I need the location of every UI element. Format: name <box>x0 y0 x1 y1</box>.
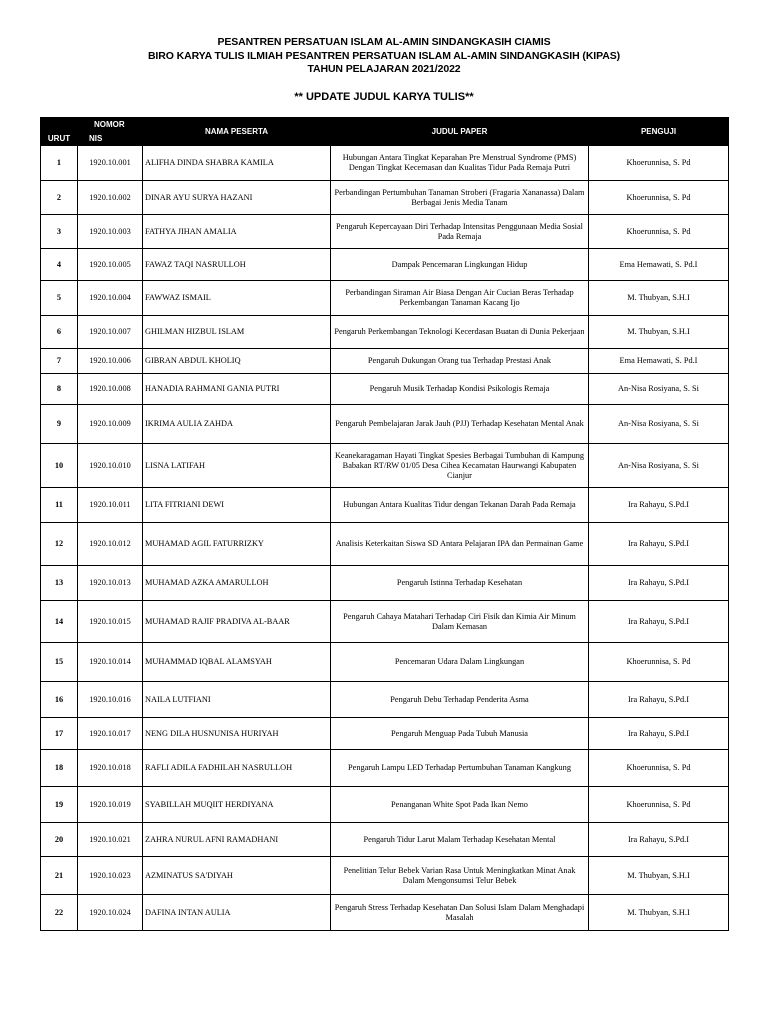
document-subtitle: ** UPDATE JUDUL KARYA TULIS** <box>294 91 474 103</box>
cell-judul-paper: Pengaruh Debu Terhadap Penderita Asma <box>331 682 589 718</box>
table-body <box>41 146 729 931</box>
cell-nis: 1920.10.017 <box>78 718 143 750</box>
table-row <box>41 374 729 405</box>
cell-penguji: M. Thubyan, S.H.I <box>589 857 729 895</box>
cell-penguji: An-Nisa Rosiyana, S. Si <box>589 405 729 444</box>
cell-nama-peserta: ZAHRA NURUL AFNI RAMADHANI <box>143 823 331 857</box>
cell-judul-paper: Pengaruh Stress Terhadap Kesehatan Dan Solusi Islam Dalam Menghadapi Masalah <box>331 895 589 931</box>
cell-urut: 17 <box>41 718 78 750</box>
cell-nama-peserta: NENG DILA HUSNUNISA HURIYAH <box>143 718 331 750</box>
cell-nama-peserta: DINAR AYU SURYA HAZANI <box>143 181 331 215</box>
cell-urut: 3 <box>41 215 78 249</box>
cell-nama-peserta: MUHAMAD AZKA AMARULLOH <box>143 566 331 601</box>
cell-urut: 2 <box>41 181 78 215</box>
table-row <box>41 146 729 181</box>
cell-judul-paper: Penanganan White Spot Pada Ikan Nemo <box>331 787 589 823</box>
table-row <box>41 895 729 931</box>
cell-nis: 1920.10.006 <box>78 349 143 374</box>
cell-nis: 1920.10.007 <box>78 316 143 349</box>
cell-nama-peserta: GHILMAN HIZBUL ISLAM <box>143 316 331 349</box>
table-row <box>41 249 729 281</box>
cell-nama-peserta: AZMINATUS SA'DIYAH <box>143 857 331 895</box>
cell-penguji: Ema Hemawati, S. Pd.I <box>589 249 729 281</box>
cell-judul-paper: Perbandingan Siraman Air Biasa Dengan Air Cucian Beras Terhadap Perkembangan Tanaman Kacang Ijo <box>331 281 589 316</box>
cell-nama-peserta: GIBRAN ABDUL KHOLIQ <box>143 349 331 374</box>
cell-nama-peserta: LITA FITRIANI DEWI <box>143 488 331 523</box>
cell-judul-paper: Pengaruh Dukungan Orang tua Terhadap Prestasi Anak <box>331 349 589 374</box>
cell-penguji: Khoerunnisa, S. Pd <box>589 181 729 215</box>
cell-penguji: Ema Hemawati, S. Pd.I <box>589 349 729 374</box>
cell-penguji: M. Thubyan, S.H.I <box>589 281 729 316</box>
cell-judul-paper: Penelitian Telur Bebek Varian Rasa Untuk Meningkatkan Minat Anak Dalam Mengonsumsi Telur Bebek <box>331 857 589 895</box>
cell-nis: 1920.10.021 <box>78 823 143 857</box>
cell-judul-paper: Pengaruh Cahaya Matahari Terhadap Ciri Fisik dan Kimia Air Minum Dalam Kemasan <box>331 601 589 643</box>
table-row <box>41 787 729 823</box>
cell-nis: 1920.10.012 <box>78 523 143 566</box>
table-row <box>41 601 729 643</box>
cell-urut: 11 <box>41 488 78 523</box>
cell-judul-paper: Dampak Pencemaran Lingkungan Hidup <box>331 249 589 281</box>
cell-urut: 12 <box>41 523 78 566</box>
cell-urut: 19 <box>41 787 78 823</box>
cell-urut: 6 <box>41 316 78 349</box>
cell-penguji: Ira Rahayu, S.Pd.I <box>589 523 729 566</box>
table-row <box>41 215 729 249</box>
table-row <box>41 823 729 857</box>
table-row <box>41 181 729 215</box>
header-line-institution: PESANTREN PERSATUAN ISLAM AL-AMIN SINDANGKASIH CIAMIS <box>217 36 551 48</box>
cell-penguji: Ira Rahayu, S.Pd.I <box>589 488 729 523</box>
cell-urut: 5 <box>41 281 78 316</box>
cell-penguji: An-Nisa Rosiyana, S. Si <box>589 444 729 488</box>
participants-table <box>40 117 729 931</box>
table-row <box>41 523 729 566</box>
table-row <box>41 566 729 601</box>
cell-nama-peserta: FATHYA JIHAN AMALIA <box>143 215 331 249</box>
cell-penguji: Khoerunnisa, S. Pd <box>589 643 729 682</box>
cell-nis: 1920.10.003 <box>78 215 143 249</box>
cell-penguji: Khoerunnisa, S. Pd <box>589 215 729 249</box>
table-row <box>41 444 729 488</box>
cell-nama-peserta: FAWAZ TAQI NASRULLOH <box>143 249 331 281</box>
cell-nama-peserta: MUHAMAD RAJIF PRADIVA AL-BAAR <box>143 601 331 643</box>
cell-nama-peserta: FAWWAZ ISMAIL <box>143 281 331 316</box>
column-header-urut: URUT <box>41 118 78 146</box>
cell-urut: 21 <box>41 857 78 895</box>
cell-urut: 18 <box>41 750 78 787</box>
cell-judul-paper: Hubungan Antara Kualitas Tidur dengan Tekanan Darah Pada Remaja <box>331 488 589 523</box>
cell-nis: 1920.10.001 <box>78 146 143 181</box>
column-header-penguji: PENGUJI <box>589 118 729 146</box>
cell-nama-peserta: IKRIMA AULIA ZAHDA <box>143 405 331 444</box>
cell-urut: 9 <box>41 405 78 444</box>
column-header-judul: JUDUL PAPER <box>331 118 589 146</box>
cell-judul-paper: Pengaruh Istinna Terhadap Kesehatan <box>331 566 589 601</box>
cell-nama-peserta: SYABILLAH MUQIIT HERDIYANA <box>143 787 331 823</box>
table-row <box>41 857 729 895</box>
header-line-year: TAHUN PELAJARAN 2021/2022 <box>307 63 461 75</box>
cell-penguji: Ira Rahayu, S.Pd.I <box>589 601 729 643</box>
column-header-nomor: NOMOR <box>94 120 125 129</box>
table-row <box>41 682 729 718</box>
cell-nama-peserta: ALIFHA DINDA SHABRA KAMILA <box>143 146 331 181</box>
cell-judul-paper: Hubungan Antara Tingkat Keparahan Pre Menstrual Syndrome (PMS) Dengan Tingkat Kecemasan dan Kualitas Tidur Pada Remaja Putri <box>331 146 589 181</box>
cell-nis: 1920.10.013 <box>78 566 143 601</box>
cell-judul-paper: Analisis Keterkaitan Siswa SD Antara Pelajaran IPA dan Permainan Game <box>331 523 589 566</box>
cell-nis: 1920.10.023 <box>78 857 143 895</box>
table-row <box>41 349 729 374</box>
table-row <box>41 405 729 444</box>
cell-urut: 20 <box>41 823 78 857</box>
table-row <box>41 281 729 316</box>
table-row <box>41 643 729 682</box>
cell-urut: 8 <box>41 374 78 405</box>
table-header-row <box>41 118 729 146</box>
cell-urut: 22 <box>41 895 78 931</box>
cell-nis: 1920.10.005 <box>78 249 143 281</box>
cell-judul-paper: Pengaruh Musik Terhadap Kondisi Psikologis Remaja <box>331 374 589 405</box>
cell-urut: 13 <box>41 566 78 601</box>
cell-judul-paper: Keanekaragaman Hayati Tingkat Spesies Berbagai Tumbuhan di Kampung Babakan RT/RW 01/05 Desa Cihea Kecamatan Haurwangi Kabupaten Cianjur <box>331 444 589 488</box>
cell-nama-peserta: LISNA LATIFAH <box>143 444 331 488</box>
cell-urut: 4 <box>41 249 78 281</box>
cell-nis: 1920.10.016 <box>78 682 143 718</box>
cell-judul-paper: Pengaruh Pembelajaran Jarak Jauh (PJJ) Terhadap Kesehatan Mental Anak <box>331 405 589 444</box>
cell-nama-peserta: DAFINA INTAN AULIA <box>143 895 331 931</box>
cell-urut: 15 <box>41 643 78 682</box>
cell-nis: 1920.10.011 <box>78 488 143 523</box>
table-row <box>41 316 729 349</box>
cell-penguji: An-Nisa Rosiyana, S. Si <box>589 374 729 405</box>
cell-urut: 10 <box>41 444 78 488</box>
cell-nis: 1920.10.010 <box>78 444 143 488</box>
cell-nama-peserta: RAFLI ADILA FADHILAH NASRULLOH <box>143 750 331 787</box>
cell-nama-peserta: MUHAMMAD IQBAL ALAMSYAH <box>143 643 331 682</box>
table-row <box>41 718 729 750</box>
cell-nama-peserta: NAILA LUTFIANI <box>143 682 331 718</box>
cell-nis: 1920.10.002 <box>78 181 143 215</box>
cell-judul-paper: Pengaruh Perkembangan Teknologi Kecerdasan Buatan di Dunia Pekerjaan <box>331 316 589 349</box>
cell-nama-peserta: HANADIA RAHMANI GANIA PUTRI <box>143 374 331 405</box>
cell-penguji: Khoerunnisa, S. Pd <box>589 146 729 181</box>
cell-urut: 1 <box>41 146 78 181</box>
cell-nis: 1920.10.004 <box>78 281 143 316</box>
cell-penguji: Ira Rahayu, S.Pd.I <box>589 823 729 857</box>
cell-judul-paper: Pengaruh Tidur Larut Malam Terhadap Kesehatan Mental <box>331 823 589 857</box>
cell-urut: 7 <box>41 349 78 374</box>
cell-nis: 1920.10.015 <box>78 601 143 643</box>
cell-penguji: M. Thubyan, S.H.I <box>589 895 729 931</box>
cell-nis: 1920.10.024 <box>78 895 143 931</box>
cell-nis: 1920.10.008 <box>78 374 143 405</box>
cell-urut: 16 <box>41 682 78 718</box>
cell-judul-paper: Pencemaran Udara Dalam Lingkungan <box>331 643 589 682</box>
cell-penguji: M. Thubyan, S.H.I <box>589 316 729 349</box>
column-header-nama: NAMA PESERTA <box>143 118 331 146</box>
cell-nis: 1920.10.019 <box>78 787 143 823</box>
cell-judul-paper: Perbandingan Pertumbuhan Tanaman Stroberi (Fragaria Xananassa) Dalam Berbagai Jenis Media Tanam <box>331 181 589 215</box>
cell-judul-paper: Pengaruh Lampu LED Terhadap Pertumbuhan Tanaman Kangkung <box>331 750 589 787</box>
column-header-nis: NIS <box>89 134 103 143</box>
cell-penguji: Ira Rahayu, S.Pd.I <box>589 718 729 750</box>
cell-penguji: Ira Rahayu, S.Pd.I <box>589 566 729 601</box>
document-header <box>0 36 768 77</box>
cell-nis: 1920.10.014 <box>78 643 143 682</box>
cell-urut: 14 <box>41 601 78 643</box>
table-row <box>41 750 729 787</box>
cell-penguji: Khoerunnisa, S. Pd <box>589 787 729 823</box>
cell-penguji: Khoerunnisa, S. Pd <box>589 750 729 787</box>
cell-judul-paper: Pengaruh Menguap Pada Tubuh Manusia <box>331 718 589 750</box>
cell-penguji: Ira Rahayu, S.Pd.I <box>589 682 729 718</box>
column-header-nomor-nis <box>78 118 143 146</box>
header-line-bureau: BIRO KARYA TULIS ILMIAH PESANTREN PERSATUAN ISLAM AL-AMIN SINDANGKASIH (KIPAS) <box>147 49 621 62</box>
table-row <box>41 488 729 523</box>
cell-nis: 1920.10.009 <box>78 405 143 444</box>
cell-judul-paper: Pengaruh Kepercayaan Diri Terhadap Intensitas Penggunaan Media Sosial Pada Remaja <box>331 215 589 249</box>
cell-nis: 1920.10.018 <box>78 750 143 787</box>
cell-nama-peserta: MUHAMAD AGIL FATURRIZKY <box>143 523 331 566</box>
